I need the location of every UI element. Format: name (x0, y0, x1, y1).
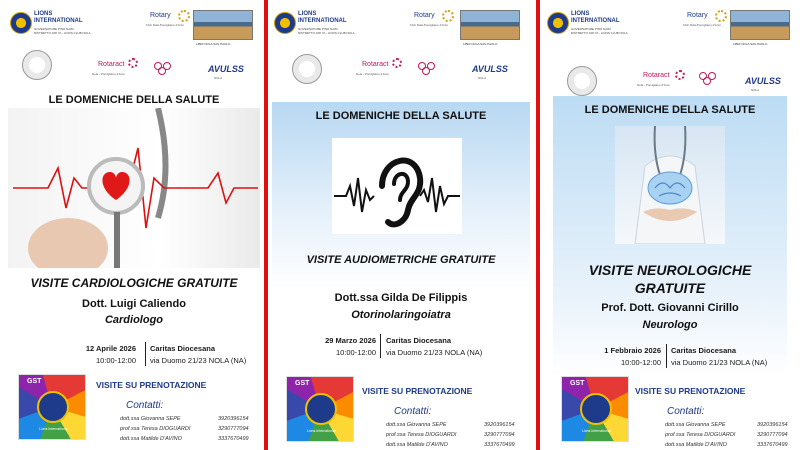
contact-row (120, 416, 249, 422)
photo-caption: LIBRI NOLA SAN PAOLO (463, 42, 498, 46)
contacts-title: Contatti: (394, 406, 432, 417)
visit-place: Caritas Diocesana (386, 336, 452, 345)
rotaract-wheel-icon (128, 58, 138, 68)
poster-cardiology (8, 6, 260, 448)
visit-date: 1 Febbraio 2026 (604, 346, 661, 355)
avulss-subtitle: NOLA (478, 76, 487, 80)
rotaract-wheel-icon (675, 70, 685, 80)
photo-caption: LIBRI NOLA SAN PAOLO (196, 42, 231, 46)
service-heading-line2: GRATUITE (634, 280, 706, 296)
doctor-specialty: Cardiologo (104, 314, 164, 326)
poster-audiometry (272, 6, 530, 448)
visit-date: 12 Aprile 2026 (85, 344, 136, 353)
avulss-title: AVULSS (745, 76, 781, 86)
seal-icon (22, 50, 52, 80)
club-rings-icon (699, 72, 721, 86)
visit-date: 29 Marzo 2026 (325, 336, 376, 345)
contact-row (665, 442, 788, 448)
rotaract-subtitle: Nola - Pomigliano d'Arco (92, 72, 125, 76)
avulss-title: AVULSS (472, 64, 508, 74)
rotary-subtitle: Club Nola-Pomigliano d'Arco (682, 23, 721, 27)
gst-logo-icon (18, 374, 86, 440)
rotaract-title: Rotaract (643, 72, 670, 79)
lions-title: LIONS INTERNATIONAL (571, 11, 620, 24)
poster-banner: LE DOMENICHE DELLA SALUTE (315, 110, 487, 122)
rotary-title: Rotary (687, 12, 708, 19)
gst-logo-icon (286, 376, 354, 442)
contact-phone: 3290777094 (484, 432, 515, 438)
divider-left (264, 0, 268, 450)
contact-row (665, 422, 788, 428)
poster-header (272, 6, 530, 96)
contact-row (386, 442, 515, 448)
lions-logo-icon (547, 12, 569, 34)
visit-address: via Duomo 21/23 NOLA (NA) (386, 348, 483, 357)
contact-phone: 3290777094 (218, 426, 249, 432)
info-separator (145, 342, 146, 366)
cathedral-photo (193, 10, 253, 40)
visit-time: 10:00-12:00 (335, 348, 376, 357)
rotary-wheel-icon (178, 10, 190, 22)
doctor-name: Dott. Luigi Caliendo (82, 298, 186, 310)
rotaract-subtitle: Nola - Pomigliano d'Arco (356, 72, 389, 76)
lions-subtitle: GOVERNATORE PINO NAIM DISTRETTO 108 YA - LIONS CLUB NOLA (298, 27, 355, 35)
contact-row (386, 432, 515, 438)
club-rings-icon (418, 62, 440, 76)
contact-name: dott.ssa Giovanna SEPE (386, 422, 447, 428)
lions-subtitle: GOVERNATORE PINO NAIM DISTRETTO 108 YA - LIONS CLUB NOLA (34, 27, 91, 35)
rotary-subtitle: Club Nola-Pomigliano d'Arco (409, 23, 448, 27)
avulss-title: AVULSS (208, 64, 244, 74)
divider-right (536, 0, 540, 450)
gst-subtitle: Lions International (39, 427, 68, 431)
poster-header (545, 6, 795, 96)
contact-row (120, 426, 249, 432)
poster-neurology (545, 6, 795, 448)
photo-caption: LIBRI NOLA SAN PAOLO (733, 42, 768, 46)
contacts-title: Contatti: (667, 406, 705, 417)
lions-title: LIONS INTERNATIONAL (298, 11, 347, 24)
contact-row (120, 436, 249, 442)
rotary-title: Rotary (414, 12, 435, 19)
contact-name: dott.ssa Matilde D'AVINO (665, 442, 727, 448)
gst-label: GST (570, 380, 585, 387)
contact-row (386, 422, 515, 428)
lions-title: LIONS INTERNATIONAL (34, 11, 83, 24)
poster-banner: LE DOMENICHE DELLA SALUTE (584, 104, 756, 116)
visit-address: via Duomo 21/23 NOLA (NA) (150, 356, 247, 365)
avulss-subtitle: NOLA (214, 76, 223, 80)
hero-image (8, 108, 260, 268)
heart-stethoscope-icon (8, 108, 260, 268)
hero-image (332, 138, 462, 234)
contact-phone: 3337670499 (484, 442, 515, 448)
contact-name: prof.ssa Teresa DIOGUARDI (120, 426, 191, 432)
gst-label: GST (27, 378, 42, 385)
avulss-subtitle: NOLA (751, 88, 760, 92)
info-separator (380, 334, 381, 358)
doctor-specialty: Neurologo (642, 319, 698, 331)
lions-subtitle: GOVERNATORE PINO NAIM DISTRETTO 108 YA - LIONS CLUB NOLA (571, 27, 628, 35)
rotary-wheel-icon (442, 10, 454, 22)
contact-phone: 3920396154 (757, 422, 788, 428)
contact-name: dott.ssa Giovanna SEPE (120, 416, 181, 422)
gst-subtitle: Lions International (307, 429, 336, 433)
visit-time: 10:00-12:00 (620, 358, 661, 367)
gst-subtitle: Lions International (582, 429, 611, 433)
brain-hands-icon (615, 126, 725, 244)
contact-name: dott.ssa Matilde D'AVINO (386, 442, 448, 448)
rotaract-title: Rotaract (98, 61, 125, 68)
service-heading: VISITE AUDIOMETRICHE GRATUITE (306, 254, 496, 266)
contact-name: dott.ssa Giovanna SEPE (665, 422, 726, 428)
booking-notice: VISITE SU PRENOTAZIONE (96, 380, 207, 390)
rotaract-title: Rotaract (362, 61, 389, 68)
contacts-title: Contatti: (126, 400, 164, 411)
cathedral-photo (730, 10, 790, 40)
lions-logo-icon (274, 12, 296, 34)
contact-phone: 3290777094 (757, 432, 788, 438)
club-rings-icon (154, 62, 176, 76)
rotaract-wheel-icon (392, 58, 402, 68)
contact-phone: 3920396154 (218, 416, 249, 422)
ear-soundwave-icon (332, 138, 462, 234)
info-separator (666, 344, 667, 368)
contact-phone: 3337670499 (757, 442, 788, 448)
doctor-name: Prof. Dott. Giovanni Cirillo (601, 302, 739, 314)
rotary-subtitle: Club Nola-Pomigliano d'Arco (145, 23, 184, 27)
lions-logo-icon (10, 12, 32, 34)
contact-row (665, 432, 788, 438)
seal-icon (292, 54, 322, 84)
gst-logo-icon (561, 376, 629, 442)
doctor-specialty: Otorinolaringoiatra (351, 309, 451, 321)
contact-phone: 3920396154 (484, 422, 515, 428)
doctor-name: Dott.ssa Gilda De Filippis (334, 292, 468, 304)
poster-header (8, 6, 260, 96)
rotary-wheel-icon (715, 10, 727, 22)
gst-label: GST (295, 380, 310, 387)
contact-phone: 3337670499 (218, 436, 249, 442)
visit-place: Caritas Diocesana (150, 344, 216, 353)
service-heading: VISITE CARDIOLOGICHE GRATUITE (30, 276, 238, 290)
rotary-title: Rotary (150, 12, 171, 19)
hero-image (615, 126, 725, 244)
seal-icon (567, 66, 597, 96)
visit-place: Caritas Diocesana (671, 346, 737, 355)
visit-time: 10:00-12:00 (95, 356, 136, 365)
booking-notice: VISITE SU PRENOTAZIONE (362, 386, 473, 396)
poster-banner: LE DOMENICHE DELLA SALUTE (48, 94, 220, 106)
booking-notice: VISITE SU PRENOTAZIONE (635, 386, 746, 396)
contact-name: prof.ssa Teresa DIOGUARDI (665, 432, 736, 438)
visit-address: via Duomo 21/23 NOLA (NA) (671, 358, 768, 367)
cathedral-photo (460, 10, 520, 40)
contact-name: dott.ssa Matilde D'AVINO (120, 436, 182, 442)
contact-name: prof.ssa Teresa DIOGUARDI (386, 432, 457, 438)
rotaract-subtitle: Nola - Pomigliano d'Arco (637, 83, 670, 87)
service-heading-line1: VISITE NEUROLOGICHE (588, 262, 752, 278)
